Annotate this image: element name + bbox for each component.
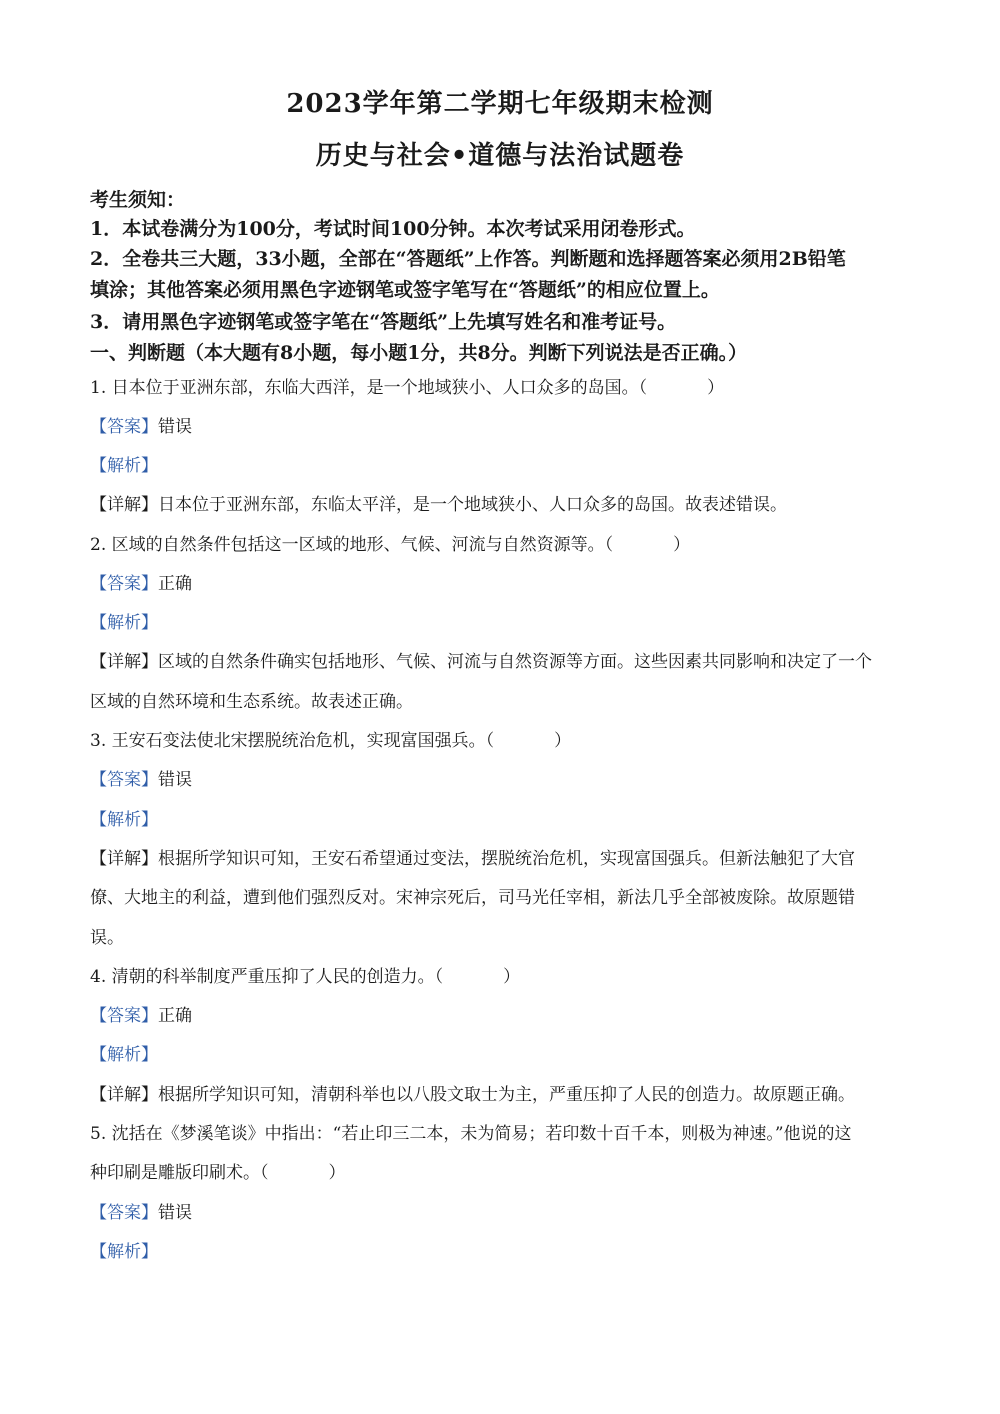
analysis-tag: 【解析】 [90, 1242, 158, 1262]
answer-line [90, 412, 920, 442]
detail-tag: 【详解】 [90, 1085, 158, 1105]
answer-line [90, 1001, 920, 1031]
answer-line [90, 1198, 920, 1228]
notice-item: 2．全卷共三大题，33小题，全部在“答题纸”上作答。判断题和选择题答案必须用2B铅笔 [90, 248, 846, 270]
open-paren: （ [604, 535, 614, 555]
close-paren: ） [503, 967, 521, 987]
question-stem-text: 种印刷是雕版印刷术。 [90, 1163, 260, 1183]
detail-text: 僚、大地主的利益，遭到他们强烈反对。宋神宗死后，司马光任宰相，新法几乎全部被废除。故原题错 [90, 888, 855, 908]
notice-item: 3．请用黑色字迹钢笔或签字笔在“答题纸”上先填写姓名和准考证号。 [90, 311, 677, 333]
close-paren: ） [328, 1163, 346, 1183]
analysis-tag: 【解析】 [90, 456, 158, 476]
detail-text: 日本位于亚洲东部，东临太平洋，是一个地域狭小、人口众多的岛国。故表述错误。 [158, 495, 787, 515]
analysis-tag: 【解析】 [90, 810, 158, 830]
answer-value: 错误 [158, 770, 192, 790]
close-paren: ） [673, 535, 691, 555]
question-stem [90, 1158, 920, 1188]
detail-text: 区域的自然环境和生态系统。故表述正确。 [90, 692, 413, 712]
question-stem [90, 1119, 920, 1149]
close-paren: ） [707, 378, 725, 398]
detail-text: 区域的自然条件确实包括地形、气候、河流与自然资源等方面。这些因素共同影响和决定了一个 [158, 652, 872, 672]
answer-value: 错误 [158, 1203, 192, 1223]
answer-value: 错误 [158, 417, 192, 437]
detail-line [90, 844, 920, 874]
question-stem-text: 3. 王安石变法使北宋摆脱统治危机，实现富国强兵。 [90, 731, 486, 751]
analysis-line [90, 1040, 920, 1070]
analysis-tag: 【解析】 [90, 1045, 158, 1065]
answer-tag: 【答案】 [90, 1006, 158, 1026]
question-stem [90, 373, 920, 403]
open-paren: （ [485, 731, 495, 751]
detail-line [90, 647, 920, 677]
notice-item: 1．本试卷满分为100分，考试时间100分钟。本次考试采用闭卷形式。 [90, 218, 696, 240]
detail-line [90, 883, 920, 913]
answer-tag: 【答案】 [90, 1203, 158, 1223]
answer-value: 正确 [158, 1006, 192, 1026]
analysis-line [90, 608, 920, 638]
detail-tag: 【详解】 [90, 652, 158, 672]
section-heading: 一、判断题（本大题有8小题，每小题1分，共8分。判断下列说法是否正确。） [90, 342, 748, 364]
answer-line [90, 765, 920, 795]
close-paren: ） [554, 731, 572, 751]
notice-item: 填涂；其他答案必须用黑色字迹钢笔或签字笔写在“答题纸”的相应位置上。 [90, 279, 720, 301]
open-paren: （ [638, 378, 648, 398]
detail-line [90, 490, 920, 520]
detail-tag: 【详解】 [90, 495, 158, 515]
detail-text: 误。 [90, 928, 124, 948]
analysis-line [90, 1237, 920, 1267]
question-stem-text: 2. 区域的自然条件包括这一区域的地形、气候、河流与自然资源等。 [90, 535, 605, 555]
exam-subtitle: 历史与社会•道德与法治试题卷 [315, 141, 685, 171]
analysis-tag: 【解析】 [90, 613, 158, 633]
open-paren: （ [434, 967, 444, 987]
answer-line [90, 569, 920, 599]
detail-line [90, 687, 920, 717]
open-paren: （ [260, 1163, 269, 1183]
detail-line [90, 1080, 920, 1110]
notice-heading: 考生须知： [90, 189, 186, 211]
analysis-line [90, 451, 920, 481]
answer-tag: 【答案】 [90, 574, 158, 594]
detail-text: 根据所学知识可知，王安石希望通过变法，摆脱统治危机，实现富国强兵。但新法触犯了大官 [158, 849, 855, 869]
answer-value: 正确 [158, 574, 192, 594]
analysis-line [90, 805, 920, 835]
answer-tag: 【答案】 [90, 770, 158, 790]
answer-tag: 【答案】 [90, 417, 158, 437]
detail-text: 根据所学知识可知，清朝科举也以八股文取士为主，严重压抑了人民的创造力。故原题正确。 [158, 1085, 855, 1105]
detail-tag: 【详解】 [90, 849, 158, 869]
question-stem [90, 962, 920, 992]
question-stem-text: 1. 日本位于亚洲东部，东临大西洋，是一个地域狭小、人口众多的岛国。 [90, 378, 639, 398]
exam-title: 2023学年第二学期七年级期末检测 [286, 89, 714, 119]
question-stem [90, 530, 920, 560]
question-stem-text: 4. 清朝的科举制度严重压抑了人民的创造力。 [90, 967, 435, 987]
detail-line [90, 923, 920, 953]
question-stem-text: 5. 沈括在《梦溪笔谈》中指出：“若止印三二本，未为简易；若印数十百千本，则极为神速。”他说的这 [90, 1124, 852, 1144]
question-stem [90, 726, 920, 756]
